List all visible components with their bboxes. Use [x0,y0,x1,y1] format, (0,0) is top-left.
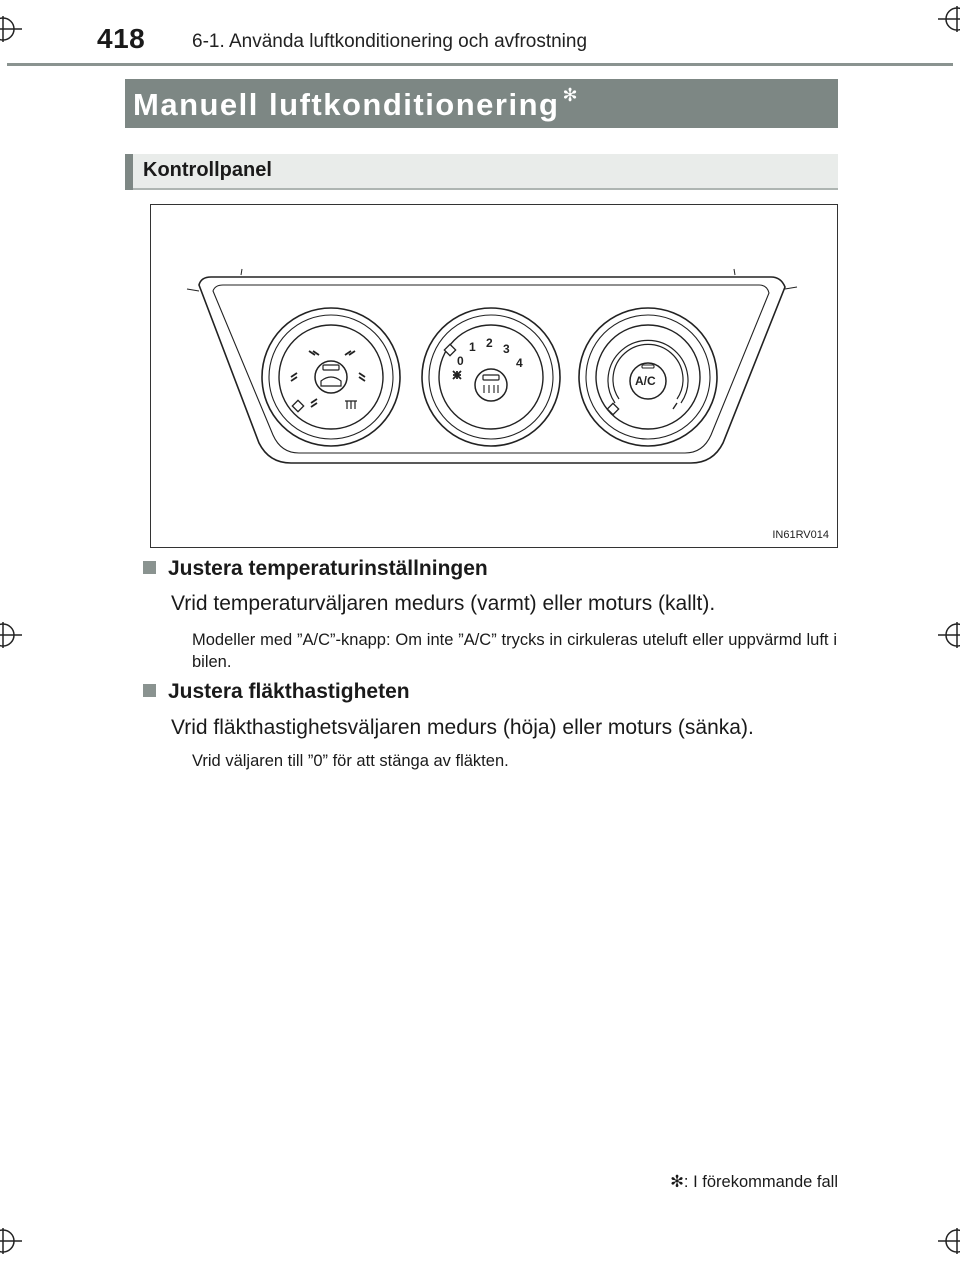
section-title [133,87,579,123]
item-note: Vrid väljaren till ”0” för att stänga av fläkten. [192,752,509,770]
panel-outline [199,277,785,463]
subsection-title: Kontrollpanel [143,159,272,181]
header-rule [7,63,953,66]
crop-mark-bottom-right [930,1226,960,1256]
item-heading: Justera fläkthastigheten [168,680,410,703]
item-body: Vrid temperaturväljaren medurs (varmt) eller moturs (kallt). [171,592,716,615]
control-panel-illustration [151,205,837,547]
running-header: 6-1. Använda luftkonditionering och avfrostning [192,31,588,52]
fan-dial-labels [457,336,523,370]
subsection-accent [125,154,133,190]
footnote-mark: ✻ [670,1173,684,1191]
fan-label-3: 3 [503,342,510,356]
bullet-square-icon [143,684,156,697]
section-banner [125,79,838,128]
fan-label-4: 4 [516,356,523,370]
figure-code: IN61RV014 [772,529,829,541]
item-note: Modeller med ”A/C”-knapp: Om inte ”A/C” trycks in cirkuleras uteluft eller uppvärmd luft i bilen. [192,631,837,671]
footnote [670,1172,838,1192]
crop-mark-bottom-left [0,1226,30,1256]
item-temperature [143,557,488,581]
control-panel-figure [150,204,838,548]
crop-mark-mid-left [0,620,30,650]
footnote-text: : I förekommande fall [683,1173,838,1191]
fan-speed-dial [422,308,560,446]
crop-mark-mid-right [930,620,960,650]
mode-dial [262,308,400,446]
subsection-bar [125,154,838,190]
fan-label-2: 2 [486,336,493,350]
item-fan-speed [143,680,410,704]
fan-label-0: 0 [457,354,464,368]
section-title-text: Manuell luftkonditionering [133,87,560,122]
item-body: Vrid fläkthastighetsväljaren medurs (höja) eller moturs (sänka). [171,716,754,739]
crop-mark-top-left [0,14,30,44]
crop-mark-top-right [930,4,960,34]
bullet-square-icon [143,561,156,574]
fan-label-1: 1 [469,340,476,354]
asterisk-mark: ✻ [562,85,580,105]
page-number: 418 [97,23,146,54]
ac-button-label: A/C [635,374,656,388]
item-heading: Justera temperaturinställningen [168,557,488,580]
